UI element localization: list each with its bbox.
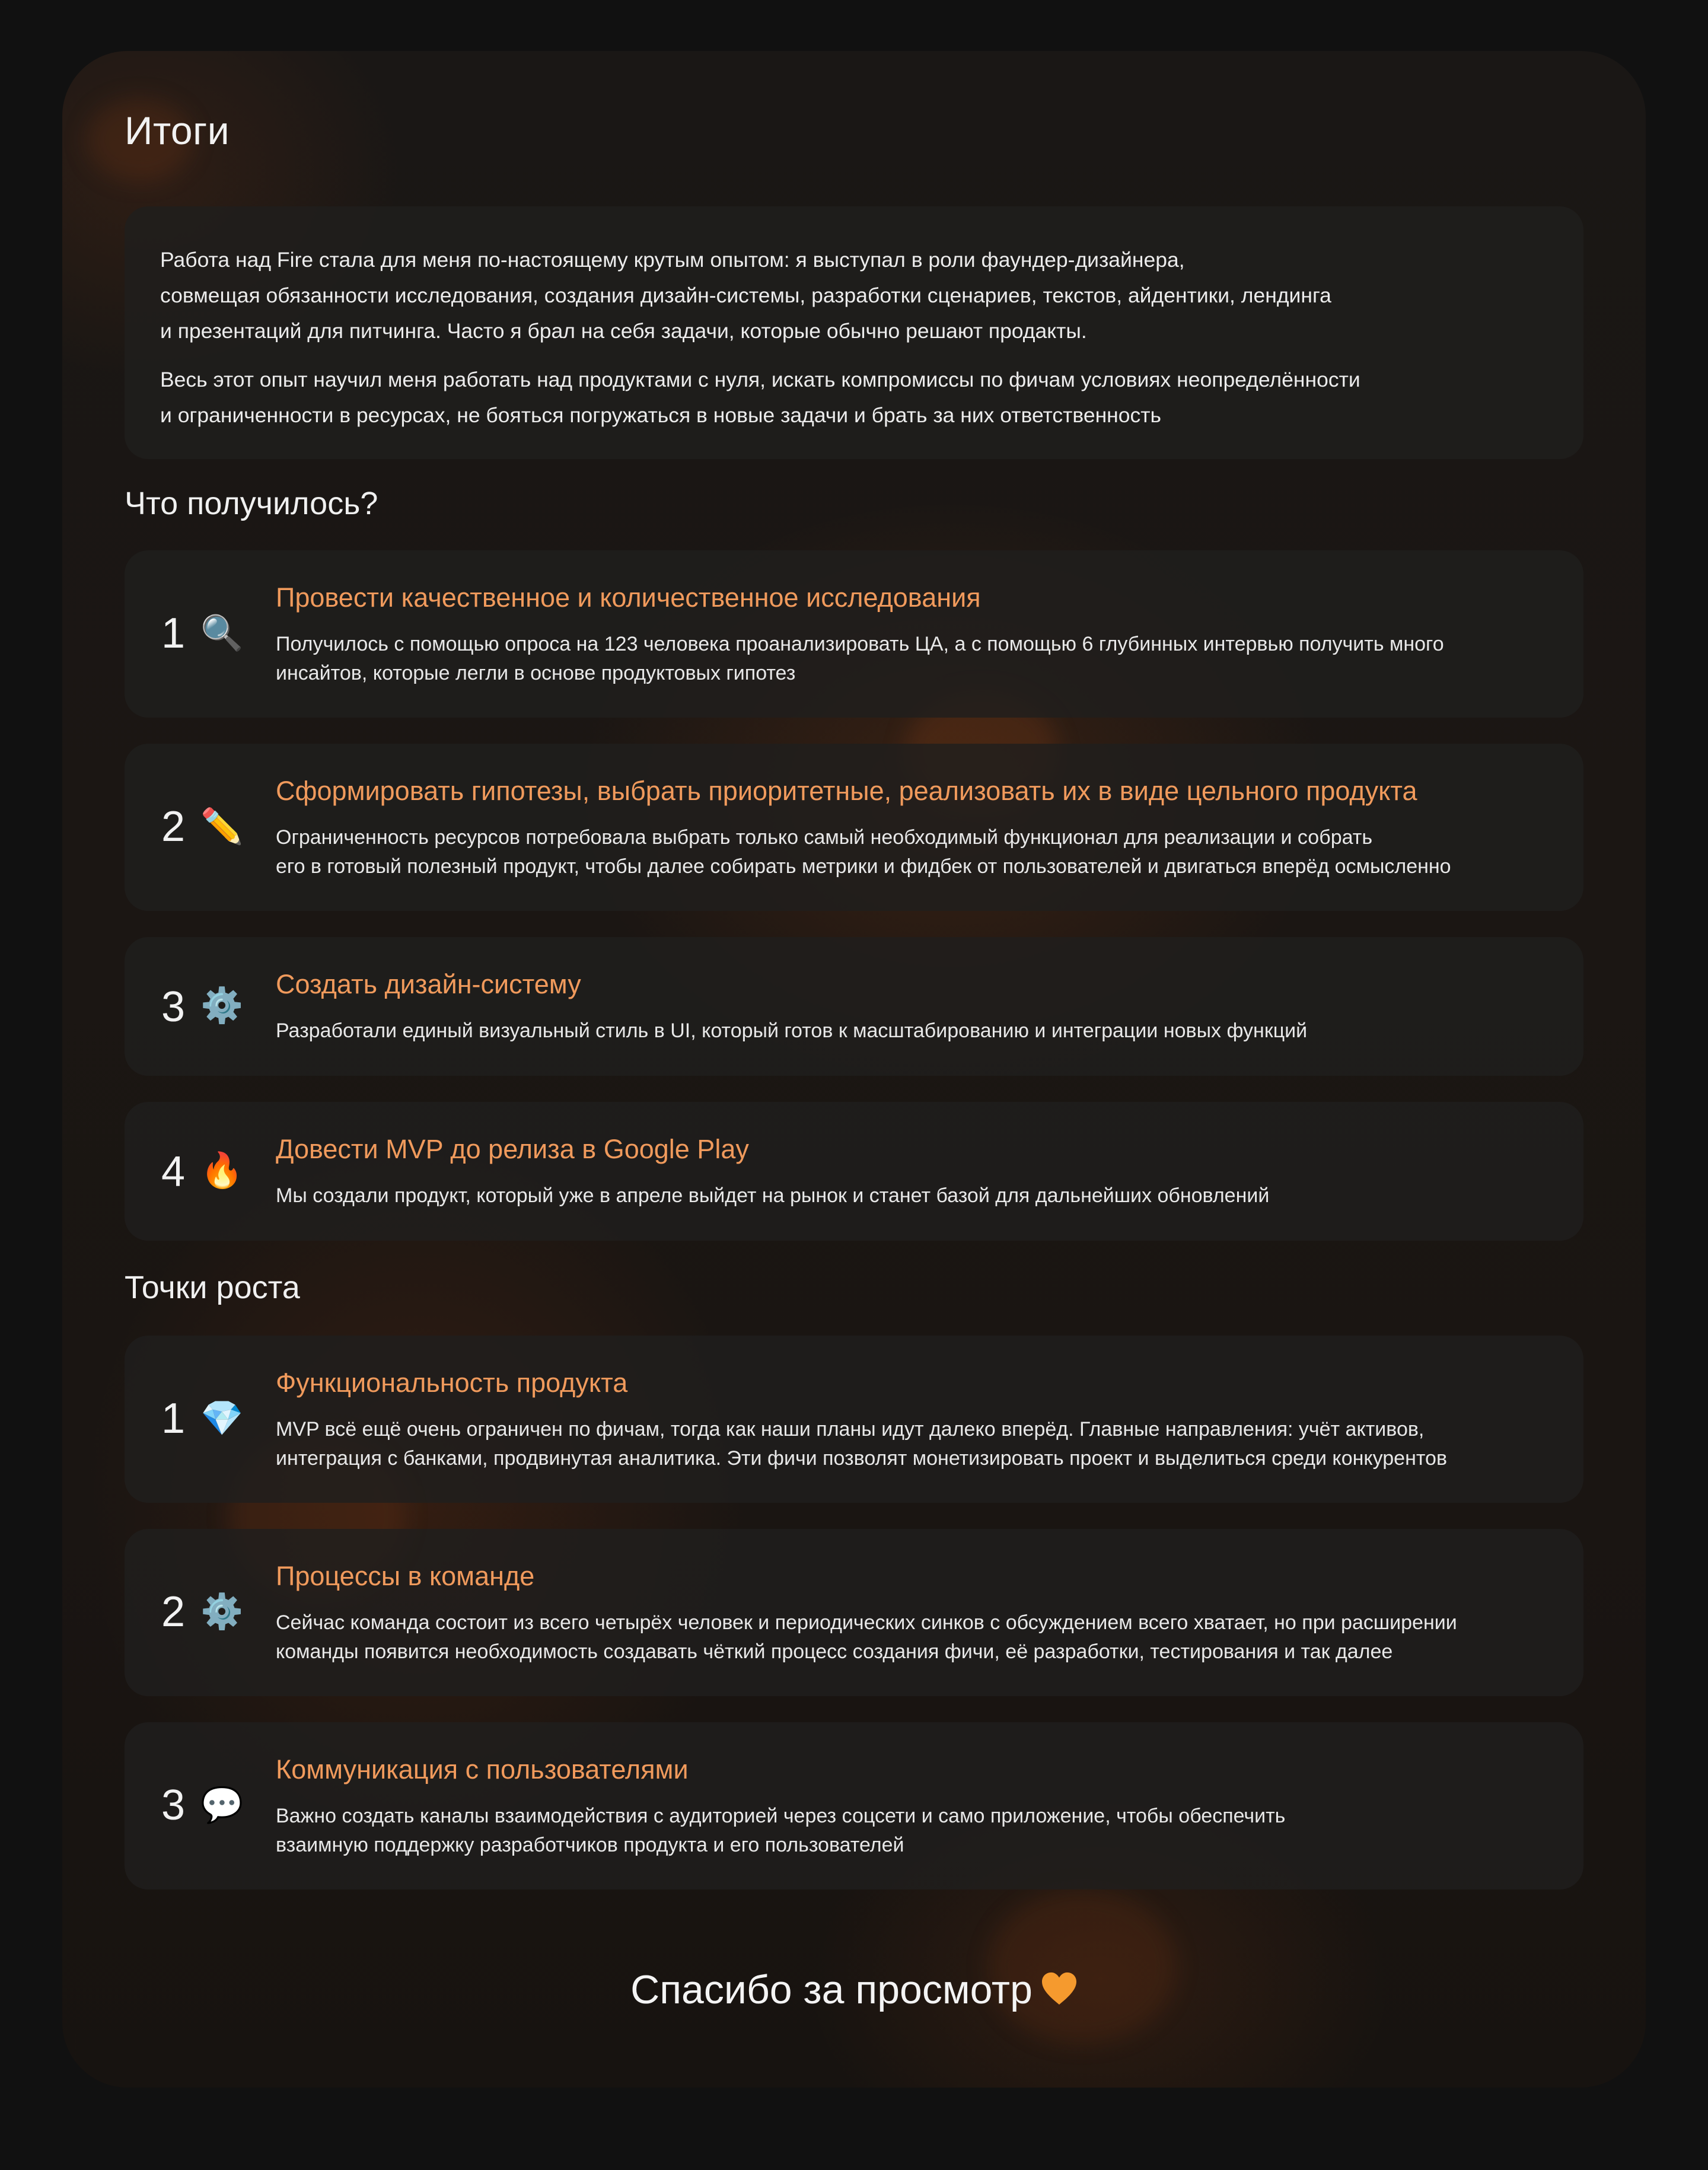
item-text: Ограниченность ресурсов потребовала выбрать только самый необходимый функционал для реализации и собрать его в готовый полезный продукт, чтобы далее собирать метрики и фидбек от пользователей и двигаться вперёд осмысленно [276,826,1451,878]
item-title: Провести качественное и количественное исследования [276,582,981,613]
pencil-icon: ✏️ [200,806,244,846]
growth-item [125,1529,1583,1696]
gear-icon: ⚙️ [200,1591,244,1632]
magnifying-glass-icon: 🔍 [200,613,244,653]
item-text: Мы создали продукт, который уже в апреле выйдет на рынок и станет базой для дальнейших обновлений [276,1184,1270,1207]
growth-heading: Точки роста [125,1270,300,1305]
growth-item [125,1722,1583,1889]
thanks-footer [62,1967,1646,2013]
growth-item [125,1336,1583,1503]
intro-paragraph-1: Работа над Fire стала для меня по-настоящему крутым опытом: я выступал в роли фаундер-дизайнера, совмещая обязанности исследования, создания дизайн-системы, разработки сценариев, текстов, айдентики, лендинга и презентаций для питчинга. Часто я брал на себя задачи, которые обычно решают продакты. [160,248,1331,343]
item-title: Довести MVP до релиза в Google Play [276,1134,749,1164]
item-title: Создать дизайн-систему [276,969,581,999]
item-title: Коммуникация с пользователями [276,1754,689,1785]
result-item [125,1102,1583,1241]
result-item [125,744,1583,911]
item-text: Получилось с помощью опроса на 123 человека проанализировать ЦА, а с помощью 6 глубинных интервью получить много инсайтов, которые легли в основе продуктовых гипотез [276,633,1444,684]
item-number: 3 [161,983,186,1031]
result-item [125,937,1583,1076]
item-text: Важно создать каналы взаимодействия с аудиторией через соцсети и само приложение, чтобы обеспечить взаимную поддержку разработчиков продукта и его пользователей [276,1805,1286,1856]
speech-bubble-icon: 💬 [200,1785,244,1825]
thanks-text: Спасибо за просмотр [630,1967,1033,2012]
orange-heart-icon [1041,1971,1078,2006]
result-item [125,550,1583,718]
item-number: 4 [161,1148,186,1196]
item-text: MVP всё ещё очень ограничен по фичам, тогда как наши планы идут далеко вперёд. Главные направления: учёт активов, интеграция с банками, продвинутая аналитика. Эти фичи позволят монетизировать проект и выделиться среди конкурентов [276,1418,1448,1470]
summary-card [62,51,1646,2088]
item-number: 3 [161,1782,186,1829]
results-heading: Что получилось? [125,486,378,521]
item-number: 1 [161,1395,186,1442]
page-title: Итоги [125,109,230,152]
item-title: Процессы в команде [276,1561,535,1591]
item-text: Сейчас команда состоит из всего четырёх человек и периодических синков с обсуждением всего хватает, но при расширении команды появится необходимость создавать чёткий процесс создания фичи, её разработки, тестирования и так далее [276,1611,1457,1663]
item-title: Сформировать гипотезы, выбрать приоритетные, реализовать их в виде цельного продукта [276,776,1417,806]
fire-icon: 🔥 [200,1150,244,1190]
item-number: 2 [161,803,186,850]
item-number: 1 [161,610,186,657]
item-title: Функциональность продукта [276,1368,628,1398]
gem-icon: 💎 [200,1398,244,1438]
item-number: 2 [161,1588,186,1636]
intro-paragraph-2: Весь этот опыт научил меня работать над продуктами с нуля, искать компромиссы по фичам условиях неопределённости и ограниченности в ресурсах, не бояться погружаться в новые задачи и брать за них ответственность [160,368,1360,427]
gear-icon: ⚙️ [200,985,244,1025]
item-text: Разработали единый визуальный стиль в UI, который готов к масштабированию и интеграции новых функций [276,1019,1308,1042]
intro-box [125,206,1583,459]
